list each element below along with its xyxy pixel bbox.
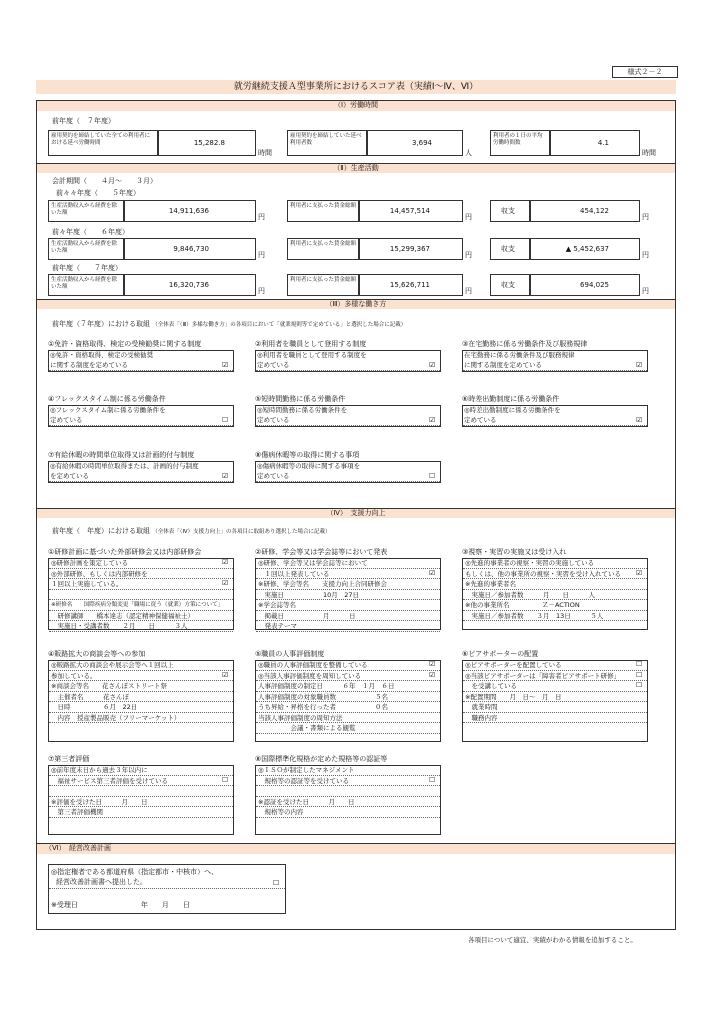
sec3-intro-note: （全体表「（Ⅲ）多様な働き方」の各項目において「就業規則等で定めている」と選択した場合に記載）	[152, 322, 407, 328]
sec3-item-title: ①免許・資格取得、検定の受検勧奨に関する制度	[48, 340, 202, 348]
sec4-b2-line: ◎研修、学会等又は学会誌等において	[256, 558, 440, 569]
sec1-unit-2: 人	[465, 149, 472, 157]
sec1-unit-3: 時間	[642, 149, 656, 157]
sec2-row3-label-3: 収支	[490, 274, 530, 296]
sec4-b1-line: 実施日・受講者数 ２月 日 ３人	[49, 621, 233, 632]
sec3-item-line-b: を定めている	[49, 472, 233, 482]
sec2-row1-label-3: 収支	[490, 200, 530, 222]
sec3-item-line-a: ◎有給休暇の時間単位取得または、計画的付与制度	[50, 462, 199, 470]
sec4-b5-title: ⑤職員の人事評価制度	[255, 650, 325, 658]
sec2-row2-value-2: 15,299,367	[359, 238, 463, 260]
sec2-row1-unit-3: 円	[642, 213, 649, 221]
sec3-item-checkbox[interactable]: ☑	[222, 472, 229, 480]
sec3-item-title: ②利用者を職員として登用する制度	[255, 340, 367, 348]
sec3-item-line-b: 定めている	[463, 416, 647, 426]
sec4-b8-checkbox[interactable]: ☐	[429, 775, 436, 784]
sec4-b3-line: ※先進的事業者名	[463, 579, 647, 590]
sec3-item-line-a: ◎フレックスタイム制に係る労働条件を	[50, 406, 166, 414]
sec4-b4-line: 参加している。	[49, 671, 233, 682]
sec3-item-line-a: ◎時差出勤制度に係る労働条件を	[464, 406, 561, 414]
sec4-b3-checkbox[interactable]: ☑	[636, 568, 643, 577]
sec4-b5-line: 当該人事評価制度の周知方法	[256, 713, 440, 724]
sec1-value-1: 15,282.8	[158, 130, 256, 156]
sec4-b5-line: 会議・書類による観覧	[256, 723, 440, 734]
sec3-item-checkbox[interactable]: ☑	[636, 361, 643, 369]
sec2-row2-year: 前々年度（ ６年度）	[52, 228, 129, 236]
sec1-label-2: 雇用契約を締結していた延べ利用者数	[287, 130, 367, 156]
section-6-header: （Ⅵ） 経営改善計画	[37, 843, 675, 854]
sec4-b5-line: 人事評価制度の対象職員数 ５名	[256, 692, 440, 703]
sec4-b6-checkbox[interactable]: ☐	[636, 670, 643, 679]
sec4-b4-line: ※商談会等名 花さんぽストリート祭	[49, 681, 233, 692]
sec4-b4-line: 日時 ６月 22日	[49, 702, 233, 713]
sec2-period: 会計期間（ ４月～ ３月）	[52, 177, 157, 185]
sec4-b3-line: ◎先進的事業者の視察・実習の実施している	[463, 558, 647, 569]
sec4-b6-line: ※配置期間 月 日～ 月 日	[463, 692, 647, 703]
sec2-row1-value-3: 454,122	[530, 200, 640, 222]
sec3-item-title: ③在宅勤務に係る労働条件及び服務規律	[462, 340, 588, 348]
sec4-b6-line: ◎ピアサポーターを配置している	[463, 660, 647, 671]
sec4-b6-line: 就業時間	[463, 702, 647, 713]
sec3-item-checkbox[interactable]: ☑	[636, 416, 643, 424]
sec4-b1-line: ◎外部研修、もしくは内部研修を	[49, 569, 233, 580]
sec1-unit-1: 時間	[258, 149, 272, 157]
sec4-b1-line: ◎研修計画を策定している	[49, 558, 233, 569]
sec4-b2-checkbox[interactable]: ☑	[429, 568, 436, 577]
sec4-b5-checkbox[interactable]: ☑	[429, 670, 436, 679]
sec4-b5-checkbox[interactable]: ☑	[429, 660, 436, 668]
sec6-checkbox[interactable]: ☐	[273, 879, 280, 887]
sec3-item-line-a: ◎免許・資格取得、検定の受検勧奨	[50, 351, 154, 359]
sec4-b4-line: 主催者名 花さんぽ	[49, 692, 233, 703]
sec1-label-1: 雇用契約を締結していた全ての利用者における延べ労働時間	[48, 130, 158, 156]
sec2-row2-label-3: 収支	[490, 238, 530, 260]
sec3-item-line-a: ◎短時間勤務に係る労働条件を	[257, 406, 348, 414]
sec4-b6-line: ◎当該ピアサポーターは「障害者ピアサポート研修」	[463, 671, 647, 682]
sec3-item-line-b: 定めている	[49, 416, 233, 426]
sec4-b2-title: ②研修、学会等又は学会誌等において発表	[255, 548, 388, 556]
sec2-row2-value-1: 9,846,730	[124, 238, 256, 260]
sec3-item-checkbox[interactable]: ☑	[429, 416, 436, 424]
sec4-b7-title: ⑦第三者評価	[48, 755, 90, 763]
section-3-header: （Ⅲ）多様な働き方	[37, 299, 675, 309]
sec4-b7-line	[49, 786, 233, 797]
sec4-b6-checkbox[interactable]: ☐	[636, 681, 643, 689]
sec4-b1-checkbox[interactable]: ☑	[222, 558, 229, 566]
sec4-b8-line: 規格等の内容	[256, 807, 440, 818]
sec2-row3-label-1: 生産活動収入から経費を除いた額	[48, 274, 124, 296]
sec4-b7-line: 福祉サービス第三者評価を受けている	[49, 776, 233, 787]
sec4-b8-line: ※認証を受けた日 月 日	[256, 797, 440, 808]
sec1-value-2: 3,694	[367, 130, 463, 156]
sec4-b4-line: 内容 授産製品販売（フリーマーケット）	[49, 713, 233, 724]
sec1-value-3: 4.1	[550, 130, 640, 156]
sec4-b8-line: 規格等の認証等を受けている	[256, 776, 440, 787]
section-4-header: （Ⅳ） 支援力向上	[37, 508, 675, 518]
sec2-row3-year: 前年度（ ７年度）	[52, 264, 122, 272]
sec4-b2-line: １回以上発表している	[256, 569, 440, 580]
sec4-b2-line: 掲載日 月 日	[256, 611, 440, 622]
sec2-row3-value-1: 16,320,736	[124, 274, 256, 296]
sec4-b2-line: 発表テーマ	[256, 621, 440, 632]
sec4-intro	[52, 527, 331, 536]
sec2-row3-label-2: 利用者に支払った賃金総額	[287, 274, 359, 296]
sec4-b1-line: １回以上実施している。	[49, 579, 233, 590]
sec4-b2-line: 実施日 10月 27日	[256, 590, 440, 601]
sec4-b3-line: ※他の事業所名 Ｚ－ACTION	[463, 600, 647, 611]
page-footer: 各項目について適宜、実績がわかる情報を追加すること。	[468, 936, 637, 944]
page-title: 就労継続支援Ａ型事業所におけるスコア表（実績Ⅰ～Ⅳ、Ⅵ）	[36, 80, 676, 94]
sec4-b5-line: うち昇給・昇格を行った者 ０名	[256, 702, 440, 713]
sec4-b1-checkbox[interactable]: ☑	[222, 579, 229, 587]
sec4-b7-line: ◎前年度末日から過去３年以内に	[49, 765, 233, 776]
sec4-b4-line: ◎販路拡大の商談会や展示会等へ１回以上	[49, 660, 233, 671]
sec2-row2-label-2: 利用者に支払った賃金総額	[287, 238, 359, 260]
sec6-line-1: ◎指定権者である都道府県（指定都市・中核市）へ、	[51, 868, 219, 876]
sec2-row3-unit-1: 円	[258, 287, 265, 295]
sec2-row3-value-3: 694,025	[530, 274, 640, 296]
sec4-b6-line: 職務内容	[463, 713, 647, 724]
sec2-row3-unit-3: 円	[642, 287, 649, 295]
form-number: 様式２－２	[612, 66, 678, 78]
sec2-row1-unit-1: 円	[258, 213, 265, 221]
sec4-b3-title: ③視察・実習の実施又は受け入れ	[462, 548, 567, 556]
sec2-row1-unit-2: 円	[465, 213, 472, 221]
sec3-item-title: ⑤短時間勤務に係る労働条件	[255, 395, 346, 403]
sec4-b3-line: もしくは、他の事業所の視察・実習を受け入れている	[463, 569, 647, 580]
sec2-row2-value-3: ▲ 5,452,637	[530, 238, 640, 260]
sec4-b5-line: ◎職員の人事評価制度を整備している	[256, 660, 440, 671]
sec3-item-line-a: ◎傷病休暇等の取得に関する事項を	[257, 462, 361, 470]
sec4-intro-note: （全体表「（Ⅳ）支援力向上」の各項目に取組あり選択した場合に記載）	[152, 529, 331, 535]
sec4-b1-line: ※研修名 国際疾病分類変更「職場に従う（就業）方策について」	[49, 600, 233, 611]
sec4-b3-line: 実施日／参加者数 ３月 13日 ５人	[463, 611, 647, 622]
sec3-item-checkbox[interactable]: ☑	[222, 361, 229, 369]
sec3-item-line-b: に関する制度を定めている	[463, 361, 647, 371]
sec4-intro-text: 前年度（ 年度）における取組	[52, 527, 150, 535]
sec4-b8-line: ◎ＩＳＯが制定したマネジメント	[256, 765, 440, 776]
sec3-intro-text: 前年度（７年度）における取組	[52, 320, 150, 328]
sec4-b7-line: 第三者評価機関	[49, 807, 233, 818]
sec4-b7-line: ※評価を受けた日 月 日	[49, 797, 233, 808]
sec6-line-2	[49, 878, 285, 889]
sec3-item-line-b: に関する制度を定めている	[49, 361, 233, 371]
sec2-row1-value-1: 14,911,636	[124, 200, 256, 222]
sec3-item-title: ⑥時差出勤制度に係る労働条件	[462, 395, 560, 403]
sec4-b5-line: 人事評価制度の制定日 ６年 １月 ６日	[256, 681, 440, 692]
sec4-b8-line	[256, 786, 440, 797]
sec3-item-checkbox[interactable]: ☑	[429, 361, 436, 369]
sec6-line-3: ※受理日 年 月 日	[51, 901, 190, 909]
sec4-b3-line: 実施日／参加者数 月 日 人	[463, 590, 647, 601]
sec2-row2-unit-2: 円	[465, 251, 472, 259]
sec2-row1-year: 前々々年度（ ５年度）	[56, 189, 140, 197]
sec4-b6-checkbox[interactable]: ☐	[636, 660, 643, 668]
sec4-b5-line: ◎当該人事評価制度を周知している	[256, 671, 440, 682]
sec2-row1-label-1: 生産活動収入から経費を除いた額	[48, 200, 124, 222]
sec4-b8-title: ⑧国際標準化規格が定めた規格等の認証等	[255, 755, 388, 763]
sec3-item-line-b: 定めている	[256, 416, 440, 426]
sec2-row2-unit-1: 円	[258, 251, 265, 259]
sec3-item-checkbox[interactable]: ☐	[429, 472, 436, 480]
sec2-row2-unit-3: 円	[642, 251, 649, 259]
sec2-row3-value-2: 15,626,711	[359, 274, 463, 296]
sec3-item-title: ⑦有給休暇の時間単位取得又は計画的付与制度	[48, 451, 195, 459]
sec4-b4-checkbox[interactable]: ☑	[222, 670, 229, 679]
sec6-line-2-text: 経営改善計画書へ提出した。	[49, 878, 147, 886]
sec4-b4-title: ④販路拡大の商談会等への参加	[48, 650, 146, 658]
sec3-item-checkbox[interactable]: ☐	[222, 416, 229, 424]
sec3-item-line-b: 定めている	[256, 361, 440, 371]
sec3-item-line-b: 定めている	[256, 472, 440, 482]
sec2-row2-label-1: 生産活動収入から経費を除いた額	[48, 238, 124, 260]
sec4-b2-line: ※研修、学会等名 支援力向上合同研修会	[256, 579, 440, 590]
sec4-b6-title: ⑥ピアサポーターの配置	[462, 650, 539, 658]
sec2-row1-label-2: 利用者に支払った賃金総額	[287, 200, 359, 222]
sec3-item-line-a: 在宅勤務に係る労働条件及び服務規律	[464, 351, 575, 359]
sec1-year: 前年度（ ７年度）	[52, 117, 115, 125]
sec3-item-line-a: ◎利用者を職員として登用する制度を	[257, 351, 367, 359]
section-2-header: （Ⅱ）生産活動	[37, 163, 675, 173]
sec4-b6-line: を受講している	[463, 681, 647, 692]
sec4-b1-line	[49, 590, 233, 601]
sec4-b1-title: ①研修計画に基づいた外部研修会又は内部研修会	[48, 548, 202, 556]
sec4-b2-line: ※学会誌等名	[256, 600, 440, 611]
sec3-item-title: ⑧傷病休暇等の取得に関する事項	[255, 451, 360, 459]
sec1-label-3: 利用者の１日の平均労働時間数	[490, 130, 550, 156]
sec4-b1-line: 研修講師 橋本達志（認定精神保健福祉士）	[49, 611, 233, 622]
sec2-row1-value-2: 14,457,514	[359, 200, 463, 222]
sec4-b7-checkbox[interactable]: ☐	[222, 775, 229, 784]
section-1-header: （Ⅰ）労働時間	[37, 101, 675, 111]
sec3-item-title: ④フレックスタイム制に係る労働条件	[48, 395, 166, 403]
sec2-row3-unit-2: 円	[465, 287, 472, 295]
sec3-intro	[52, 320, 406, 329]
